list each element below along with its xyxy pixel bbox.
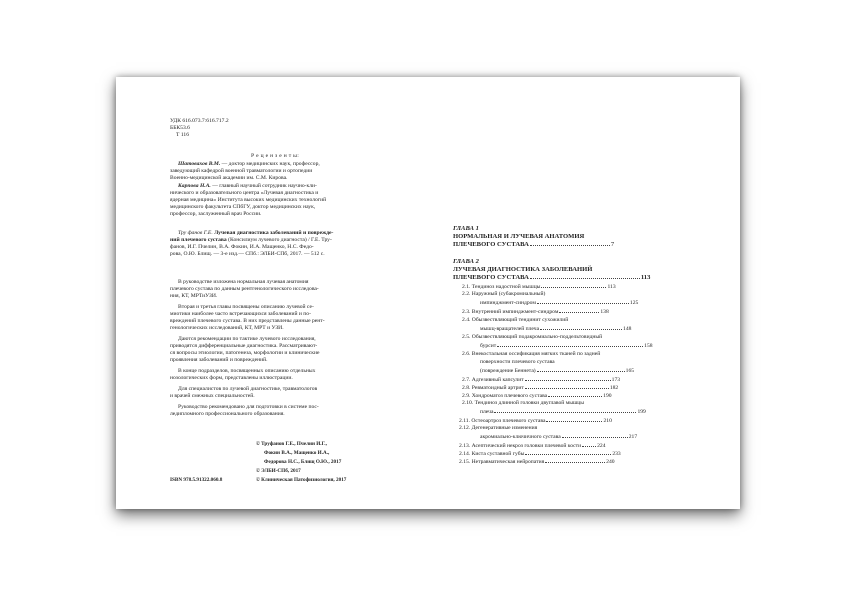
chapter2-title-cont: ПЛЕЧЕВОГО СУСТАВА — [453, 274, 529, 281]
toc-page: 113 — [607, 284, 616, 290]
toc-num: 2.8. — [462, 385, 471, 391]
reviewer1-text: — доктор медицинских наук, профессор, — [220, 161, 320, 167]
citation-title-a: Лучевая диагностика заболеваний и поврежде- — [212, 230, 334, 236]
toc-entry-2-4[interactable] — [462, 317, 568, 324]
leader-dots — [541, 283, 606, 288]
abstract-line: генологических исследований, КТ, МРТ и УЗИ. — [170, 325, 284, 331]
citation-author: Тру фанов Г.Е. — [178, 230, 213, 236]
abstract-line: миотики наиболее часто встречающихся заболеваний и по- — [170, 311, 311, 317]
toc-title: Хондроматоз плечевого сустава — [471, 393, 548, 399]
toc-title: мышц-вращателей плеча — [480, 326, 540, 332]
leader-dots — [530, 241, 610, 246]
abstract-line: вреждений плечевого сустава. В них представлены данные рент- — [170, 318, 325, 324]
toc-title: плеча — [480, 409, 494, 415]
toc-title: Наружный (субакромиальный) — [471, 291, 546, 297]
reviewer1-line2: заведующий кафедрой военной травматологии и ортопедии — [170, 168, 313, 174]
toc-title: импинджмент-синдром — [480, 300, 536, 306]
leader-dots — [546, 417, 602, 422]
leader-dots — [494, 408, 636, 413]
abstract-line: плечевого сустава по данным рентгенологического исследова- — [170, 286, 319, 292]
toc-num: 2.3. — [462, 309, 471, 315]
toc-page: 217 — [628, 434, 638, 440]
toc-page: 148 — [623, 326, 632, 332]
toc-entry-2-6[interactable] — [462, 351, 600, 358]
abstract-line: Вторая и третья главы посвящены описанию лучевой се- — [178, 304, 314, 310]
leader-dots — [537, 299, 629, 304]
toc-title: Обызвествляющий тендинит сухожилий — [471, 317, 569, 323]
toc-page: 199 — [637, 409, 646, 415]
reviewer2-line2: нического и образовательного центра «Лучевая диагностика и — [170, 190, 319, 196]
abstract-line: ледипломного профессионального образования. — [170, 411, 285, 417]
toc-page: 190 — [603, 393, 612, 399]
leader-dots — [562, 433, 628, 438]
toc-entry-2-5[interactable] — [462, 334, 602, 341]
toc-num: 2.2. — [462, 291, 471, 297]
toc-entry-2-8[interactable] — [462, 384, 618, 392]
reviewers-title: Р е ц е н з е н т ы: — [251, 153, 300, 159]
toc-num: 2.5. — [462, 334, 471, 340]
toc-title: Тендиноз длинной головки двуглавой мышцы — [474, 400, 585, 406]
toc-num: 2.13. — [459, 443, 471, 449]
toc-entry-2-4-cont — [480, 325, 631, 333]
toc-title: Остеоартроз плечевого сустава — [471, 418, 546, 424]
toc-title: Ревматоидный артрит — [471, 385, 524, 391]
isbn: ISBN 978.5.91322.060.8 — [170, 477, 223, 483]
toc-entry-2-5-cont — [480, 342, 653, 350]
bbk-code: ББК53.6 — [170, 125, 190, 131]
toc-entry-2-1[interactable] — [462, 283, 616, 291]
toc-entry-2-10[interactable] — [462, 400, 584, 407]
toc-num: 2.14. — [459, 451, 471, 457]
book-spread — [116, 77, 740, 509]
toc-title: (повреждение Беннета) — [480, 368, 536, 374]
reviewer2-line5: профессор, заслуженный врач России. — [170, 211, 262, 217]
chapter1-title-line2 — [453, 241, 643, 249]
toc-title: Тендиноз надостной мышцы — [471, 284, 541, 290]
leader-dots — [559, 308, 599, 313]
toc-page: 224 — [597, 443, 606, 449]
toc-title: Дегенеративные изменения — [471, 425, 538, 431]
leader-dots — [530, 274, 640, 279]
abstract-line: Для специалистов по лучевой диагностике, травматологов — [178, 386, 318, 392]
abstract-line: и врачей смежных специальностей. — [170, 393, 255, 399]
toc-num: 2.4. — [462, 317, 471, 323]
abstract-line: Даются рекомендации по тактике лучевого исследования, — [178, 336, 316, 342]
toc-entry-2-7[interactable] — [462, 376, 620, 384]
abstract-line: ния, КТ, МРТиУЗИ. — [170, 293, 218, 299]
toc-entry-2-2[interactable] — [462, 291, 545, 298]
toc-entry-2-2-cont — [480, 299, 638, 307]
leader-dots — [540, 325, 622, 330]
chapter2-page: 113 — [640, 274, 651, 281]
toc-title: Нетравматическая нейропатия — [471, 459, 545, 465]
reviewer2-line3: ядерная медицина» Института высоких медицинских технологий — [170, 197, 327, 203]
abstract-line: приводятся дифференциальные диагностика. Рассматривают- — [170, 343, 318, 349]
toc-page: 210 — [603, 418, 612, 424]
copyright-line: © Клиническая Патофизиология, 2017 — [256, 477, 347, 483]
reviewer2-text: — главный научный сотрудник научно-кли- — [210, 183, 317, 189]
abstract-line: проявления заболеваний и повреждений. — [170, 357, 268, 363]
chapter1-title-cont: ПЛЕЧЕВОГО СУСТАВА — [453, 241, 529, 248]
toc-num: 2.11. — [459, 418, 470, 424]
toc-page: 165 — [625, 368, 635, 374]
toc-entry-2-6-cont: поверхности плечевого сустава — [480, 359, 555, 365]
reviewer1-name: Шатовахов В.М. — [178, 161, 221, 167]
toc-entry-2-11[interactable] — [459, 417, 612, 425]
copyright-line: © Труфанов Г.Е., Пчелин И.Г., — [256, 441, 327, 447]
toc-title: Обызвествляющий подакромиально-поддельтовидный — [471, 334, 603, 340]
chapter2-title-line2 — [453, 274, 650, 282]
toc-title: Адгезивный капсулит — [471, 377, 524, 383]
reviewer2-name: Карпова Н.А. — [178, 183, 211, 189]
toc-page: 173 — [611, 377, 621, 383]
toc-entry-2-10-cont — [480, 408, 646, 416]
toc-page: 182 — [609, 385, 619, 391]
author-mark: Т 116 — [176, 132, 189, 138]
udk-code: УДК 616.073.7:616.717.2 — [170, 118, 229, 124]
leader-dots — [525, 376, 611, 381]
toc-num: 2.6. — [462, 351, 471, 357]
leader-dots — [582, 442, 596, 447]
toc-page: 233 — [612, 451, 621, 457]
toc-num: 2.1. — [462, 284, 471, 290]
citation-line3: фанов, И.Г. Пчелин, В.А. Фокин, И.А. Мащенко, Н.С. Федо- — [170, 244, 314, 250]
leader-dots — [548, 392, 602, 397]
abstract-line: В конце подразделов, посвященных описанию отдельных — [178, 368, 316, 374]
toc-page: 240 — [606, 459, 615, 465]
chapter1-label: ГЛАВА 1 — [453, 225, 479, 232]
chapter2-label: ГЛАВА 2 — [453, 258, 479, 265]
toc-title: акромиально-ключичного сустава — [480, 434, 561, 440]
copyright-line: Фокин В.А., Мащенко И.А., — [264, 450, 330, 456]
citation-line4: рова, О.Ю. Блищ. — 3-е изд.— СПб.: ЭЛБИ-СПб, 2017. — 512 с. — [170, 251, 325, 257]
toc-num: 2.15. — [459, 459, 471, 465]
toc-entry-2-14[interactable] — [459, 450, 621, 458]
leader-dots — [525, 384, 609, 389]
copyright-line: © ЭЛБИ-СПб, 2017 — [256, 468, 301, 474]
chapter1-page: 7 — [610, 241, 615, 248]
toc-page: 125 — [629, 300, 639, 306]
toc-entry-2-13[interactable] — [459, 442, 606, 450]
toc-num: 2.7. — [462, 377, 471, 383]
chapter1-title: НОРМАЛЬНАЯ И ЛУЧЕВАЯ АНАТОМИЯ — [453, 233, 585, 240]
leader-dots — [545, 458, 605, 463]
abstract-line: ся вопросы этиологии, патогенеза, морфологии и клинические — [170, 350, 320, 356]
toc-entry-2-12-cont — [480, 433, 637, 441]
toc-page: 158 — [644, 343, 653, 349]
reviewer1-line3: Военно-медицинской академии им. С.М. Кирова. — [170, 175, 288, 181]
toc-num: 2.12. — [459, 425, 471, 431]
copyright-line: Федорова Н.С., Блищ О.Ю., 2017 — [264, 459, 342, 465]
toc-page: 138 — [600, 309, 609, 315]
chapter2-title: ЛУЧЕВАЯ ДИАГНОСТИКА ЗАБОЛЕВАНИЙ — [453, 266, 593, 273]
toc-entry-2-15[interactable] — [459, 458, 615, 466]
toc-entry-2-9[interactable] — [462, 392, 612, 400]
abstract-line: нозологических форм, представлены иллюстрации. — [170, 375, 293, 381]
toc-title: Киста суставной губы — [471, 451, 525, 457]
citation-title-b: ний плечевого сустава — [170, 237, 227, 243]
reviewer2-line4: медицинского факультета СПбГУ, доктор медицинских наук, — [170, 204, 316, 210]
toc-title: Внекостальная оссификация мягких тканей по задней — [471, 351, 601, 357]
toc-entry-2-3[interactable] — [462, 308, 609, 316]
abstract-line: В руководстве изложена нормальная лучевая анатомия — [178, 279, 309, 285]
toc-title: Асептический некроз головки плечевой кости — [471, 443, 582, 449]
abstract-line: Руководство рекомендовано для подготовки в системе пос- — [178, 404, 319, 410]
toc-num: 2.10. — [462, 400, 474, 406]
toc-title: Внутренний импинджмент-синдром — [471, 309, 559, 315]
citation-series: (Консилиум лучевого диагноста) / Г.Е. Тру- — [226, 237, 332, 243]
toc-entry-2-6-cont2 — [480, 367, 634, 375]
leader-dots — [525, 450, 611, 455]
toc-title: бурсит — [480, 343, 497, 349]
toc-num: 2.9. — [462, 393, 471, 399]
leader-dots — [537, 367, 625, 372]
toc-entry-2-12[interactable] — [459, 425, 537, 432]
leader-dots — [497, 342, 643, 347]
